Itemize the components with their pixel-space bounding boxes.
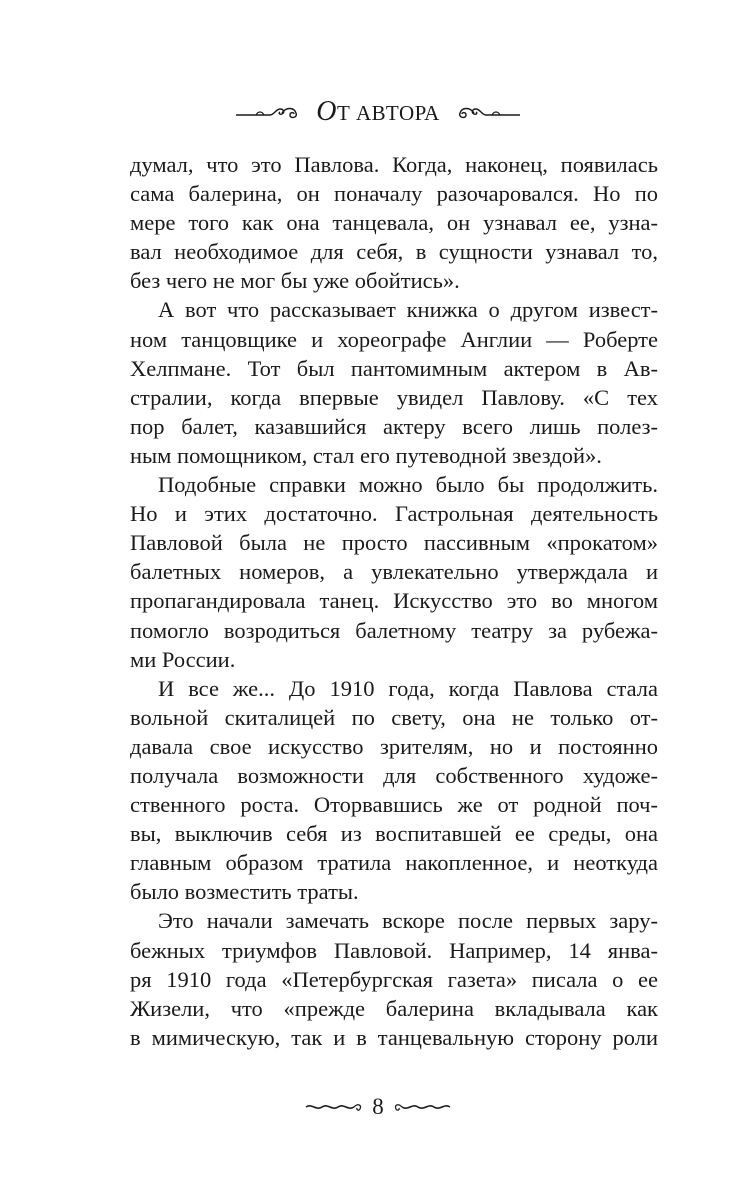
text-line: Но и этих достаточно. Гастрольная деятельность [130,501,658,527]
text-line: мере того как она танцевала, он узнавал ее, узна- [130,210,658,236]
text-line: ным помощником, стал его путеводной звездой». [130,442,602,468]
text-line: ном танцовщике и хореографе Англии — Роберте [130,326,658,352]
text-line: получала возможности для собственного художе- [130,762,658,788]
text-line: вал необходимое для себя, в сущности узнавал то, [130,239,658,265]
text-line: ми России. [130,646,236,672]
page-number: 8 [372,1094,384,1119]
text-line: пропагандировала танец. Искусство это во многом [130,588,658,614]
text-line: Жизели, что «прежде балерина вкладывала как [130,995,658,1021]
text-line: стралии, когда впервые увидел Павлову. «С тех [130,384,658,410]
right-flourish-icon [452,101,522,123]
text-line: давала свое искусство зрителям, но и постоянно [130,733,658,759]
body-text [130,150,658,1052]
text-line: бежных триумфов Павловой. Например, 14 янва- [130,937,658,963]
text-line: Подобные справки можно было бы продолжить. [158,472,658,498]
left-flourish-icon [234,101,304,123]
text-line: главным образом тратила накопленное, и неоткуда [130,850,658,876]
text-line: думал, что это Павлова. Когда, наконец, появилась [130,152,658,177]
text-line: без чего не мог бы уже обойтись». [130,268,460,294]
running-header [0,96,756,128]
right-footer-flourish-icon [392,1097,452,1117]
text-line: ственного роста. Оторвавшись же от родной поч- [130,792,658,818]
text-line: А вот что рассказывает книжка о другом извест- [158,297,658,323]
text-line: в мимическую, так и в танцевальную сторону роли [130,1024,658,1050]
title-initial: О [316,96,337,127]
text-line: балетных номеров, а увлекательно утверждала и [130,559,658,585]
text-line: вольной скиталицей по свету, она не только от- [130,704,658,730]
text-line: было возместить траты. [130,879,359,905]
text-line: сама балерина, он поначалу разочаровался. Но по [130,181,658,207]
text-line: Это начали замечать вскоре после первых зару- [158,908,658,934]
text-line: пор балет, казавшийся актеру всего лишь полез- [130,413,658,439]
text-line: ря 1910 года «Петербургская газета» писала о ее [130,966,658,992]
text-line: помогло возродиться балетному театру за рубежа- [130,617,658,643]
left-footer-flourish-icon [304,1097,364,1117]
text-line: Павловой была не просто пассивным «прокатом» [130,530,658,556]
page-title [316,96,440,128]
text-line: вы, выключив себя из воспитавшей ее среды, она [130,821,658,847]
page-footer [0,1094,756,1120]
text-line: И все же... До 1910 года, когда Павлова стала [158,675,658,701]
title-rest: Т АВТОРА [336,101,440,125]
text-line: Хелпмане. Тот был пантомимным актером в Ав- [130,355,658,381]
